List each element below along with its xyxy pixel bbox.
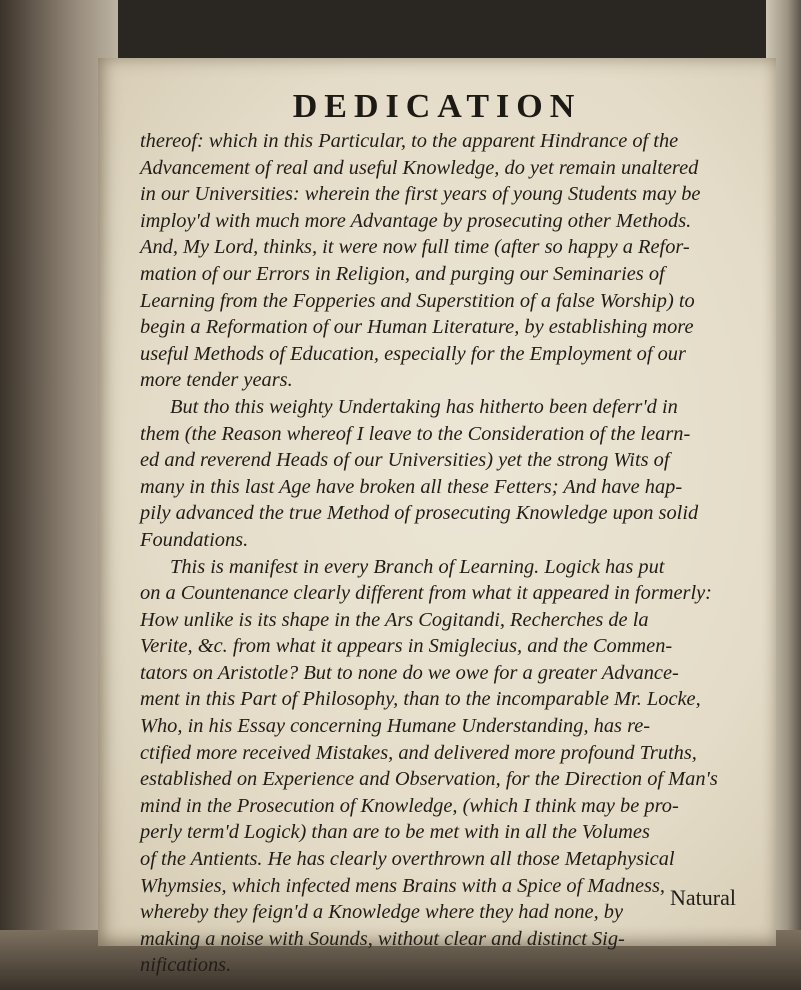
running-head: DEDICATION bbox=[292, 88, 582, 125]
text-line: on a Countenance clearly different from what it appeared in formerly: bbox=[140, 582, 712, 605]
text-line: making a noise with Sounds, without clear and distinct Sig- bbox=[140, 927, 625, 950]
text-line: Advancement of real and useful Knowledge, do yet remain unaltered bbox=[140, 156, 699, 179]
text-line: ed and reverend Heads of our Universities) yet the strong Wits of bbox=[140, 449, 670, 472]
text-line: This is manifest in every Branch of Learning. Logick has put bbox=[170, 555, 665, 578]
text-line: mation of our Errors in Religion, and purging our Seminaries of bbox=[140, 262, 665, 285]
text-line: But tho this weighty Undertaking has hitherto been deferr'd in bbox=[170, 395, 678, 418]
catchword: Natural bbox=[670, 885, 736, 910]
text-line: whereby they feign'd a Knowledge where they had none, by bbox=[140, 901, 624, 924]
text-line: established on Experience and Observation, for the Direction of Man's bbox=[140, 768, 718, 791]
text-line: in our Universities: wherein the first years of young Students may be bbox=[140, 183, 701, 206]
text-line: tators on Aristotle? But to none do we owe for a greater Advance- bbox=[140, 661, 679, 684]
book-page bbox=[98, 58, 776, 977]
text-line: thereof: which in this Particular, to the apparent Hindrance of the bbox=[140, 130, 679, 152]
text-line: perly term'd Logick) than are to be met with in all the Volumes bbox=[140, 821, 650, 844]
text-line: useful Methods of Education, especially for the Employment of our bbox=[140, 342, 686, 365]
text-line: ctified more received Mistakes, and delivered more profound Truths, bbox=[140, 741, 697, 764]
text-line: Foundations. bbox=[140, 528, 249, 551]
text-line: And, My Lord, thinks, it were now full time (after so happy a Refor- bbox=[140, 236, 690, 259]
text-line: Verite, &c. from what it appears in Smiglecius, and the Commen- bbox=[140, 635, 673, 658]
text-line: them (the Reason whereof I leave to the Consideration of the learn- bbox=[140, 422, 691, 445]
text-line: begin a Reformation of our Human Literature, by establishing more bbox=[140, 316, 694, 339]
text-line: more tender years. bbox=[140, 369, 293, 392]
text-line: How unlike is its shape in the Ars Cogitandi, Recherches de la bbox=[140, 608, 649, 631]
text-line: mind in the Prosecution of Knowledge, (which I think may be pro- bbox=[140, 794, 679, 817]
text-line: ment in this Part of Philosophy, than to the incomparable Mr. Locke, bbox=[140, 688, 701, 711]
text-line: Who, in his Essay concerning Humane Understanding, has re- bbox=[140, 715, 651, 738]
body-text bbox=[140, 128, 736, 979]
text-line: Whymsies, which infected mens Brains with a Spice of Madness, bbox=[140, 874, 665, 897]
text-line: many in this last Age have broken all these Fetters; And have hap- bbox=[140, 475, 683, 498]
text-line: of the Antients. He has clearly overthrown all those Metaphysical bbox=[140, 848, 675, 871]
text-line: Learning from the Fopperies and Superstition of a false Worship) to bbox=[140, 289, 695, 312]
text-line: nifications. bbox=[140, 954, 232, 977]
text-line: pily advanced the true Method of prosecuting Knowledge upon solid bbox=[140, 502, 699, 525]
text-line: imploy'd with much more Advantage by prosecuting other Methods. bbox=[140, 209, 692, 232]
